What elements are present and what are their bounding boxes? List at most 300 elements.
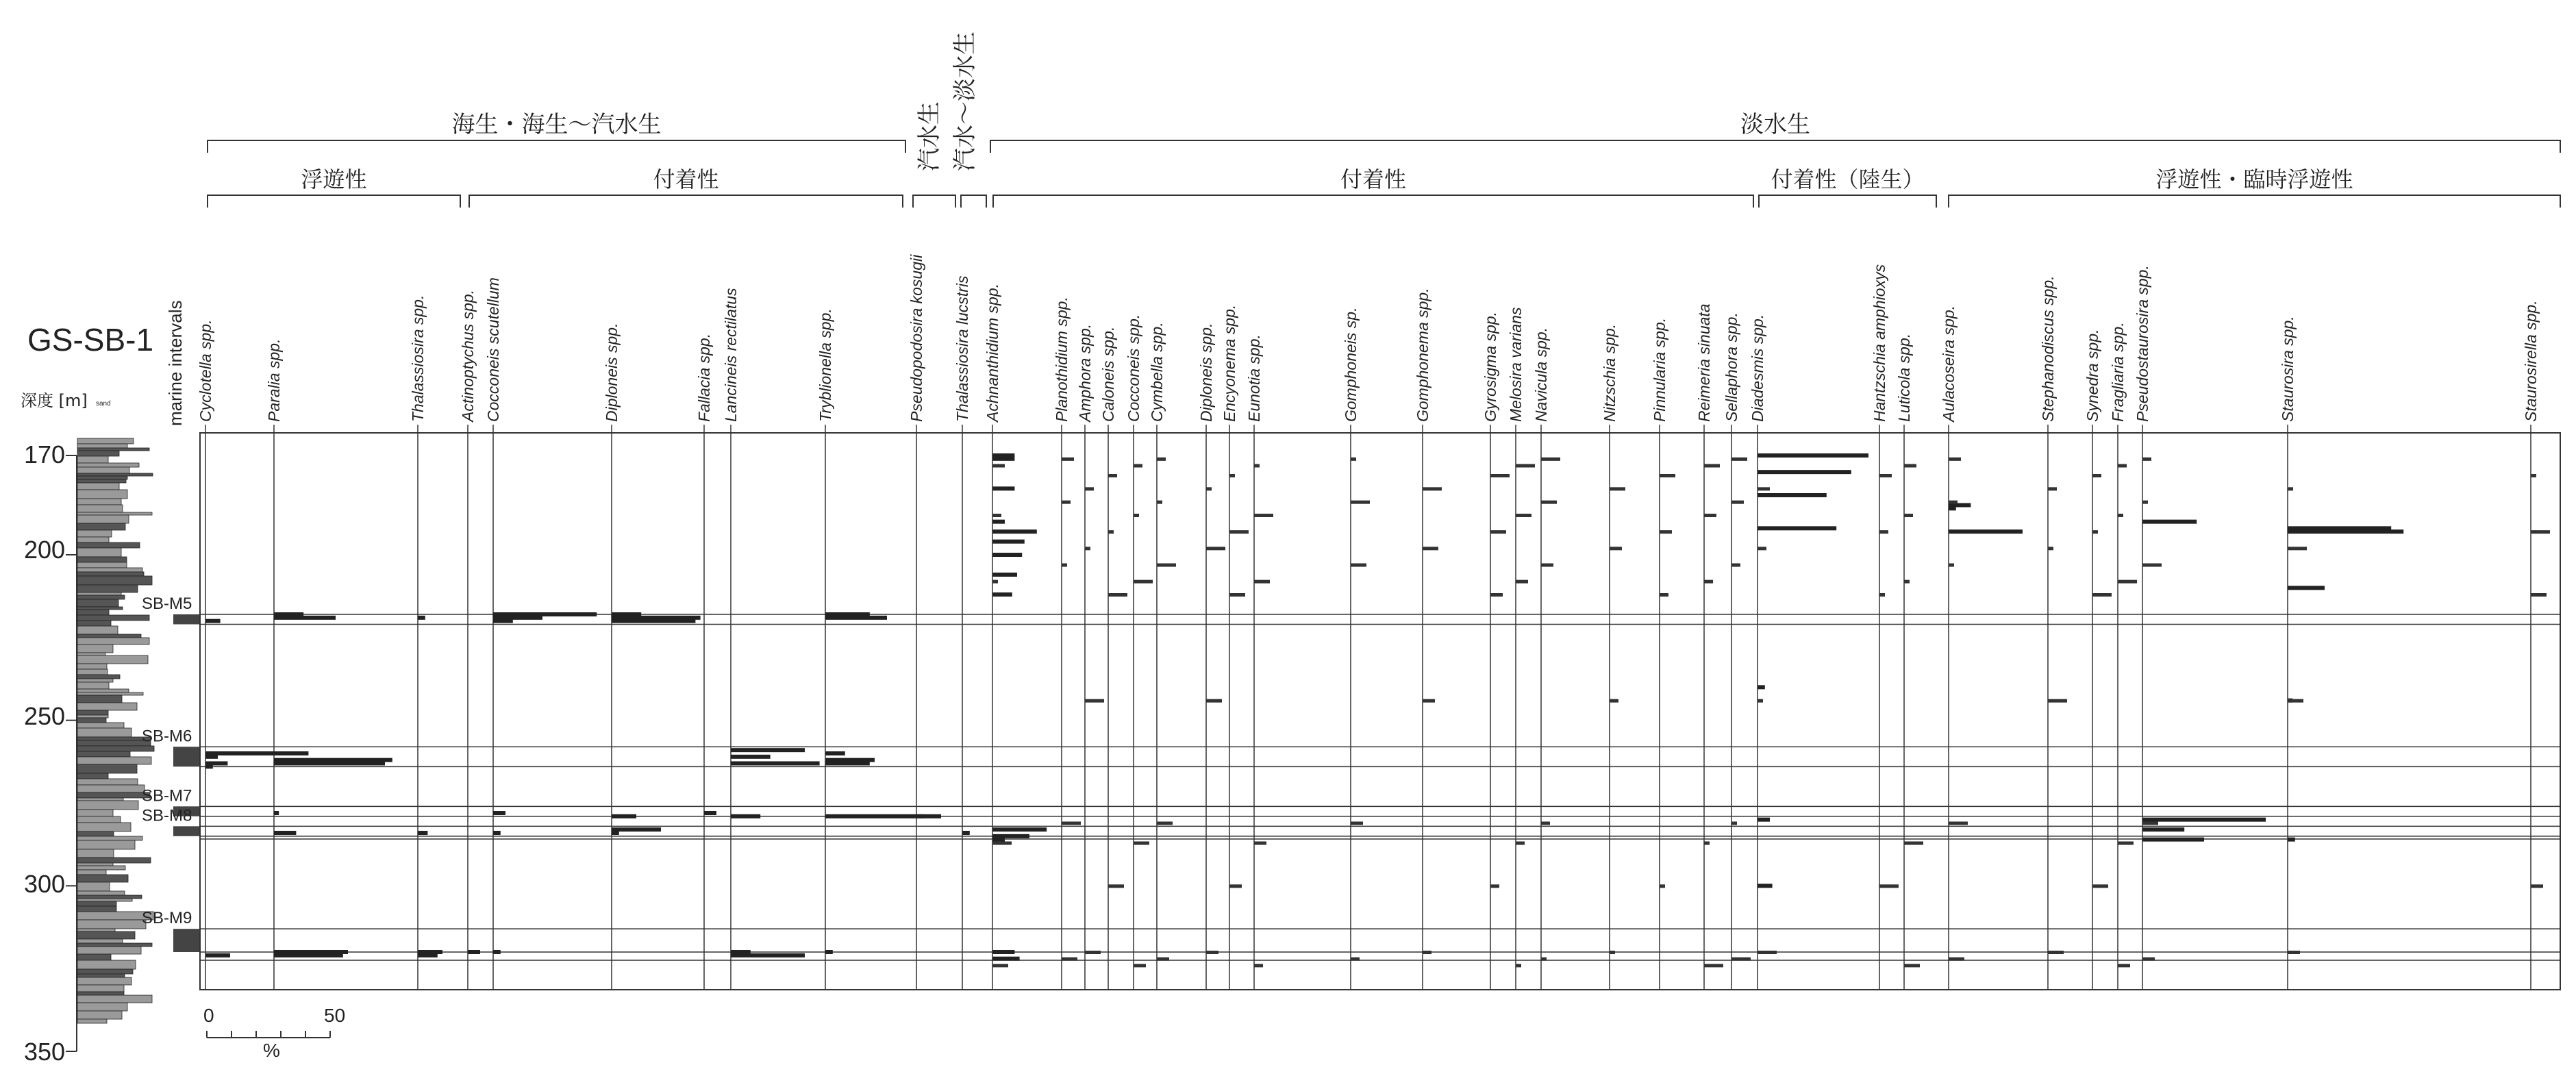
depth-tick-200: 200 [24,536,66,564]
lithology-layer [77,849,114,858]
lithology-layer [77,456,108,463]
group-bracket [961,195,986,208]
marine-interval-label: SB-M5 [142,595,192,613]
lithology-layer [77,954,111,960]
lithology-layer [77,610,109,615]
abundance-bar-tryblionella-spp [825,762,870,766]
abundance-bar-minor [1949,958,1964,961]
abundance-bar-minor [1134,580,1153,584]
lithology-column [77,400,154,1023]
taxon-label-melosira-varians: Melosira varians [1507,307,1525,422]
abundance-bar-minor [992,842,1012,845]
lithology-layer [77,810,113,816]
abundance-bar-paralia-spp [274,616,336,620]
abundance-bar-minor [1206,487,1212,490]
abundance-bar-minor [1423,699,1435,703]
group-header-brackish: 汽水生 [916,101,943,171]
lithology-layer [77,882,110,891]
lithology-layer [77,1011,122,1019]
lithology-layer [77,634,141,638]
abundance-bar-diadesmis-spp [1758,884,1773,888]
lithology-layer [77,615,149,621]
abundance-bar-minor [2288,951,2300,954]
abundance-bar-minor [1351,822,1363,825]
abundance-bar-paralia-spp [274,811,279,815]
taxon-label-navicula-spp: Navicula spp. [1532,327,1550,422]
abundance-bar-pseudostaurosira-spp [2142,520,2197,524]
abundance-bar-minor [1516,964,1521,967]
taxon-label-cyclotella-spp: Cyclotella spp. [197,319,214,422]
abundance-bar-cyclotella-spp [205,764,213,768]
abundance-bar-minor [1134,842,1149,845]
abundance-bar-minor [1704,514,1716,517]
abundance-bar-minor [2531,530,2550,534]
abundance-bar-minor [1351,564,1366,567]
abundance-bar-minor [992,964,1008,967]
abundance-bar-diadesmis-spp [1758,685,1765,689]
group-bracket [208,140,905,153]
scale-label-0: 0 [203,1005,214,1026]
abundance-bar-minor [1879,884,1899,888]
abundance-bar-minor [1904,514,1913,517]
abundance-bar-minor [1085,547,1090,550]
depth-tick-170: 170 [24,440,66,468]
subgroup-header-tychoplanktonic: 浮遊性・臨時浮遊性 [2155,166,2353,192]
abundance-bar-achnanthidium-spp [992,486,1014,490]
group-bracket [990,140,2560,153]
abundance-bar-minor [1949,501,1958,504]
abundance-bar-minor [1062,458,1074,461]
marine-interval-label: SB-M7 [142,786,192,805]
abundance-bar-minor [992,464,1005,468]
abundance-bar-minor [992,514,1001,517]
abundance-bar-cocconeis-scutellum [493,950,501,954]
lithology-layer [77,1019,107,1023]
abundance-bar-diadesmis-spp [1758,818,1770,822]
abundance-bar-minor [1949,822,1968,825]
lithology-layer [77,530,112,537]
lithology-layer [77,576,152,585]
lithology-layer [77,669,108,675]
abundance-bar-minor [2048,951,2064,954]
taxon-label-diadesmis-spp: Diadesmis spp. [1749,314,1766,422]
abundance-bar-minor [1490,593,1503,597]
marine-interval-block [173,747,201,766]
lithology-layer [77,664,107,669]
abundance-bar-cocconeis-scutellum [493,831,501,835]
abundance-bar-tryblionella-spp [825,751,845,755]
lithology-layer [77,992,124,995]
lithology-layer [77,785,145,792]
abundance-bar-pseudopodosira-kosugii [916,814,941,818]
lithology-layer [77,866,125,870]
taxon-label-staurosirella-spp: Staurosirella spp. [2522,300,2540,422]
abundance-bar-minor [1062,564,1067,567]
subgroup-header-benthic-fw: 付着性 [1340,166,1407,192]
abundance-bar-minor [1879,474,1892,477]
taxon-label-gyrosigma-spp: Gyrosigma spp. [1481,311,1499,422]
abundance-bar-aulacoseira-spp [1949,506,1956,510]
abundance-bar-thalassiosira-lucstris [962,831,970,835]
lithology-layer [77,985,124,992]
abundance-bar-minor [1660,474,1675,477]
abundance-bar-minor [2142,958,2155,961]
abundance-bar-achnanthidium-spp [992,520,1005,524]
abundance-bar-cyclotella-spp [205,755,218,759]
marine-interval-block [173,929,201,952]
abundance-bar-staurosira-spp [2288,838,2295,842]
taxon-label-paralia-spp: Paralia spp. [265,338,283,422]
lithology-layer [77,823,131,831]
taxon-label-cocconeis-scutellum: Cocconeis scutellum [484,277,502,422]
lithology-layer [77,901,116,906]
marine-interval-block [173,826,201,836]
marine-interval-label: SB-M8 [142,806,192,825]
abundance-bar-minor [2118,964,2130,967]
abundance-bar-minor [1516,580,1528,584]
abundance-bar-diploneis-spp [612,619,695,623]
group-bracket [469,195,903,208]
abundance-bar-achnanthidium-spp [992,838,1005,842]
abundance-bar-minor [1541,458,1560,461]
lithology-layer [77,621,111,626]
marine-intervals-label: marine intervals [165,300,186,426]
depth-axis-label: 深度 [m] [21,391,88,410]
taxon-label-nitzschia-spp: Nitzschia spp. [1601,323,1618,422]
depth-tick-300: 300 [24,870,66,898]
abundance-bar-minor [1516,464,1535,468]
taxon-label-stephanodiscus-spp: Stephanodiscus spp. [2039,275,2057,422]
depth-tick-350: 350 [24,1038,66,1066]
abundance-bar-minor [1085,699,1104,703]
abundance-bar-cocconeis-scutellum [493,619,513,623]
abundance-bar-minor [1704,842,1710,845]
abundance-bar-minor [2531,474,2536,477]
abundance-bar-minor [1062,822,1081,825]
abundance-bar-achnanthidium-spp [992,950,1014,954]
abundance-bar-lancineis-rectilatus [731,953,805,958]
lithology-layer [77,542,140,548]
lithology-layer [77,801,138,810]
lithology-layer [77,557,127,562]
lithology-layer [77,943,152,947]
lithology-layer [77,675,120,679]
abundance-bar-minor [1157,822,1173,825]
taxon-label-luticola-spp: Luticola spp. [1895,333,1913,422]
group-header-brackish-freshwater: 汽水～淡水生 [951,32,979,171]
abundance-bar-minor [1351,458,1356,461]
taxon-label-hantzschia-amphioxys: Hantzschia amphioxys [1871,264,1888,422]
taxon-label-diploneis-spp: Diploneis spp. [603,323,621,422]
abundance-bar-thalassiosira-spp [418,616,425,620]
abundance-bar-achnanthidium-spp [992,573,1017,577]
subgroup-header-terrestrial: 付着性（陸生） [1771,166,1925,192]
abundance-bar-minor [1134,514,1139,517]
abundance-bar-achnanthidium-spp [992,827,1047,831]
abundance-bar-aulacoseira-spp [1949,529,2023,534]
abundance-bar-minor [1516,514,1531,517]
lithology-layer [77,537,109,542]
abundance-bar-minor [2048,547,2053,550]
abundance-bar-minor [1610,699,1618,703]
abundance-bar-minor [1704,964,1723,967]
abundance-bar-minor [1731,822,1737,825]
abundance-bar-achnanthidium-spp [992,540,1025,544]
lithology-layer [77,473,153,476]
scale-unit: % [263,1040,280,1061]
abundance-bar-minor [1731,458,1747,461]
abundance-bar-minor [1541,958,1547,961]
abundance-bar-minor [2092,593,2112,597]
taxon-label-caloneis-spp: Caloneis spp. [1099,326,1117,422]
abundance-bar-minor [2142,564,2162,567]
abundance-bar-minor [1610,487,1625,490]
abundance-bar-lancineis-rectilatus [731,762,820,766]
abundance-bar-minor [1157,458,1166,461]
lithology-layer [77,451,119,456]
abundance-bar-minor [1157,564,1176,567]
abundance-bar-minor [1206,951,1218,954]
taxon-label-thalassiosira-spp: Thalassiosira spp. [409,295,427,422]
abundance-bar-minor [2531,593,2547,597]
lithology-layer [77,689,129,692]
abundance-bar-minor [1351,958,1360,961]
lithology-layer [77,816,121,823]
lithology-layer [77,960,136,969]
lithology-layer [77,710,108,715]
lithology-layer [77,703,137,710]
taxon-label-aulacoseira-spp: Aulacoseira spp. [1940,305,1958,422]
abundance-bar-minor [1085,951,1101,954]
group-bracket [208,195,460,208]
lithology-layer [77,592,121,595]
abundance-bar-tryblionella-spp [825,950,833,954]
group-bracket [1949,195,2560,208]
lithology-layer [77,438,134,444]
lithology-layer [77,831,114,836]
taxon-label-lancineis-rectilatus: Lancineis rectilatus [722,288,740,422]
depth-tick-250: 250 [24,702,66,730]
abundance-bar-minor [1541,822,1550,825]
lithology-layer [77,682,109,689]
lithology-layer [77,655,148,664]
abundance-bar-minor [1904,464,1916,468]
lithology-layer [77,595,125,599]
abundance-bar-pseudostaurosira-spp [2142,827,2184,831]
abundance-bar-minor [1351,501,1370,504]
abundance-bar-achnanthidium-spp [992,592,1012,597]
lithology-layer [77,499,121,505]
lithology-layer [77,638,149,645]
taxon-label-synedra-spp: Synedra spp. [2084,329,2101,422]
abundance-bar-minor [1157,958,1169,961]
lithology-layer [77,599,118,607]
abundance-bar-diploneis-spp [612,831,619,835]
abundance-bar-diadesmis-spp [1758,470,1851,474]
abundance-bar-minor [2118,842,2134,845]
taxon-label-cymbella-spp: Cymbella spp. [1148,322,1166,422]
abundance-bar-minor [1254,464,1260,468]
abundance-bar-minor [1108,593,1127,597]
group-bracket [993,195,1753,208]
abundance-bar-minor [1108,474,1117,477]
abundance-bar-minor [1206,699,1222,703]
lithology-layer [77,728,132,737]
abundance-bar-achnanthidium-spp [992,529,1037,534]
lithology-layer [77,695,122,703]
lithology-layer [77,858,151,863]
taxon-label-thalassiosira-lucstris: Thalassiosira lucstris [953,275,971,422]
abundance-bar-paralia-spp [274,762,385,766]
abundance-bar-actinoptychus-spp [468,950,480,954]
lithology-layer [77,715,108,718]
taxon-label-staurosira-spp: Staurosira spp. [2279,316,2297,422]
abundance-bar-minor [1423,951,1431,954]
lithology-layer [77,995,152,1003]
lithology-layer [77,463,139,467]
abundance-bar-minor [2048,487,2057,490]
abundance-bar-minor [1254,580,1270,584]
abundance-bar-minor [1229,884,1242,888]
lithology-layer [77,483,119,490]
abundance-bar-achnanthidium-spp [992,957,1020,961]
abundance-bar-minor [1206,547,1225,550]
abundance-bar-pseudostaurosira-spp [2142,818,2266,822]
abundance-bar-minor [1660,884,1665,888]
abundance-bar-minor [2118,514,2123,517]
lithology-layer [77,512,152,515]
abundance-bar-tryblionella-spp [825,616,887,620]
lithology-layer [77,899,132,901]
abundance-bar-minor [1610,547,1622,550]
abundance-bar-minor [1062,958,1077,961]
abundance-bar-minor [2092,884,2108,888]
lithology-layer [77,515,129,523]
lithology-layer [77,523,125,530]
abundance-bar-minor [1949,564,1954,567]
abundance-bar-diadesmis-spp [1758,526,1836,530]
abundance-bar-minor [1879,593,1885,597]
lithology-layer [77,626,118,634]
lithology-layer [77,479,126,483]
group-header-marine: 海生・海生～汽水生 [451,111,662,138]
abundance-bar-lancineis-rectilatus [731,755,771,759]
lithology-layer [77,798,123,801]
marine-interval-block [173,614,201,625]
taxon-label-achnanthidium-spp: Achnanthidium spp. [984,283,1001,422]
taxon-label-fragliaria-spp: Fragliaria spp. [2109,322,2127,422]
lithology-layer [77,653,105,655]
abundance-bar-minor [2048,699,2067,703]
lithology-layer [77,562,127,568]
abundance-bar-cocconeis-scutellum [493,811,505,815]
lithology-layer [77,476,127,479]
lithology-layer [77,448,149,451]
abundance-bar-minor [2288,547,2307,550]
lithology-layer [77,737,151,740]
abundance-bar-minor [1062,501,1071,504]
abundance-bar-minor [1660,593,1668,597]
abundance-bar-minor [1134,464,1142,468]
abundance-bar-minor [1108,530,1114,534]
abundance-bar-minor [1254,842,1266,845]
lithology-layer [77,977,132,985]
lithology-layer [77,836,142,840]
abundance-bar-diadesmis-spp [1758,453,1868,458]
abundance-bar-minor [2092,474,2101,477]
subgroup-header-benthic: 付着性 [653,166,719,192]
abundance-bar-minor [2142,501,2148,504]
abundance-bar-minor [2092,530,2098,534]
lithology-layer [77,875,128,882]
abundance-bar-minor [1254,964,1263,967]
abundance-bar-lancineis-rectilatus [731,814,760,818]
abundance-bar-minor [1490,884,1499,888]
lithology-layer [77,645,113,653]
abundance-bar-pseudostaurosira-spp [2142,838,2204,842]
abundance-bar-cyclotella-spp [205,953,230,958]
abundance-bar-minor [1229,530,1249,534]
lithology-layer [77,779,138,785]
taxon-label-tryblionella-spp: Tryblionella spp. [816,308,834,422]
abundance-bar-minor [1229,593,1245,597]
lithology-layer [77,757,151,764]
lithology-layer [77,467,129,473]
lithology-layer [77,568,142,572]
taxon-label-fallacia-spp: Fallacia spp. [695,333,713,422]
group-bracket [913,195,955,208]
abundance-bar-minor [2118,464,2127,468]
abundance-bar-minor [2288,487,2293,490]
abundance-bar-minor [1758,951,1777,954]
lithology-legend: sand [96,400,111,408]
marine-interval-label: SB-M6 [142,727,192,746]
lithology-layer [77,870,106,875]
abundance-bar-minor [1541,564,1553,567]
lithology-layer [77,723,124,728]
abundance-bar-paralia-spp [274,751,308,755]
lithology-layer [77,679,113,682]
abundance-bar-minor [1085,487,1094,490]
subgroup-header-planktonic: 浮遊性 [301,166,367,192]
abundance-bar-minor [1758,487,1770,490]
taxon-label-eunotia-spp: Eunotia spp. [1245,334,1263,422]
taxon-label-reimeria-sinuata: Reimeria sinuata [1695,303,1713,422]
taxon-label-diploneis-spp: Diploneis spp. [1197,323,1215,422]
lithology-layer [77,906,116,912]
group-header-freshwater: 淡水生 [1740,111,1810,138]
lithology-layer [77,969,133,974]
group-bracket [1759,195,1936,208]
abundance-bar-minor [1904,842,1923,845]
scale-label-50: 50 [324,1005,346,1026]
abundance-bar-lancineis-rectilatus [731,748,805,752]
lithology-layer [77,947,141,954]
taxon-label-pinnularia-spp: Pinnularia spp. [1651,317,1668,422]
abundance-bar-minor [992,580,998,584]
abundance-bar-minor [1254,514,1273,517]
abundance-bar-minor [1904,580,1910,584]
taxon-label-cocconeis-spp: Cocconeis spp. [1125,314,1142,422]
abundance-bar-minor [2288,699,2303,703]
abundance-bar-minor [1610,951,1615,954]
lithology-layer [77,840,135,849]
abundance-bar-minor [1879,530,1888,534]
lithology-layer [77,773,108,779]
abundance-bar-thalassiosira-spp [418,953,438,958]
abundance-bar-minor [1904,964,1920,967]
abundance-bar-cyclotella-spp [205,619,221,623]
